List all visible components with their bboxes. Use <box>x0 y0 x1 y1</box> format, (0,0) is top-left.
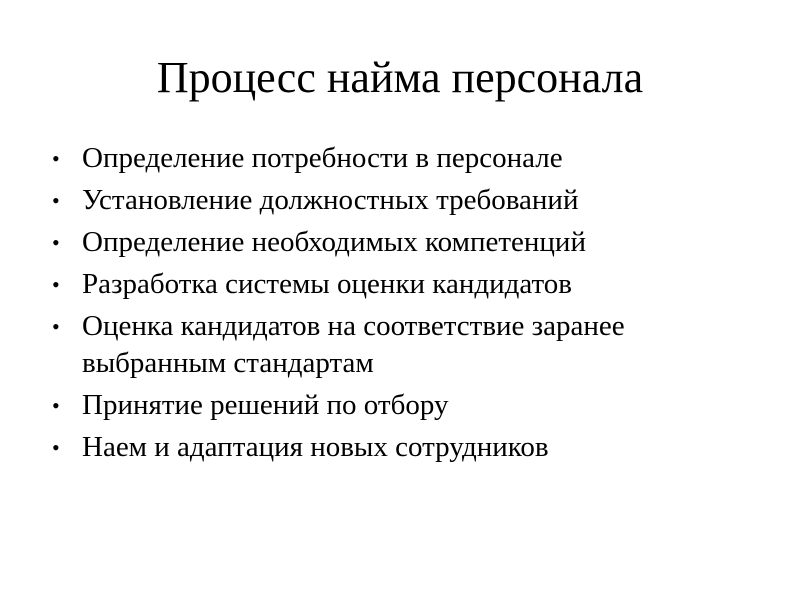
list-item <box>50 308 750 382</box>
list-item <box>50 387 750 424</box>
bullet-icon: • <box>52 188 60 213</box>
list-item-text: Определение необходимых компетенций <box>82 226 586 258</box>
list-item-text: Установление должностных требований <box>82 184 579 216</box>
list-item-text: Оценка кандидатов на соответствие заранее выбранным стандартам <box>82 310 625 379</box>
bullet-icon: • <box>52 435 60 460</box>
list-item-text: Разработка системы оценки кандидатов <box>82 268 572 300</box>
bullet-icon: • <box>52 146 60 171</box>
list-item-text: Наем и адаптация новых сотрудников <box>82 431 549 463</box>
list-item <box>50 266 750 303</box>
list-item <box>50 140 750 177</box>
list-item <box>50 429 750 466</box>
list-item <box>50 224 750 261</box>
bullet-list <box>50 140 750 471</box>
list-item <box>50 182 750 219</box>
bullet-icon: • <box>52 314 60 339</box>
bullet-icon: • <box>52 230 60 255</box>
slide-title: Процесс найма персонала <box>156 53 644 102</box>
bullet-icon: • <box>52 393 60 418</box>
bullet-icon: • <box>52 272 60 297</box>
list-item-text: Определение потребности в персонале <box>82 142 563 174</box>
list-item-text: Принятие решений по отбору <box>82 389 449 421</box>
